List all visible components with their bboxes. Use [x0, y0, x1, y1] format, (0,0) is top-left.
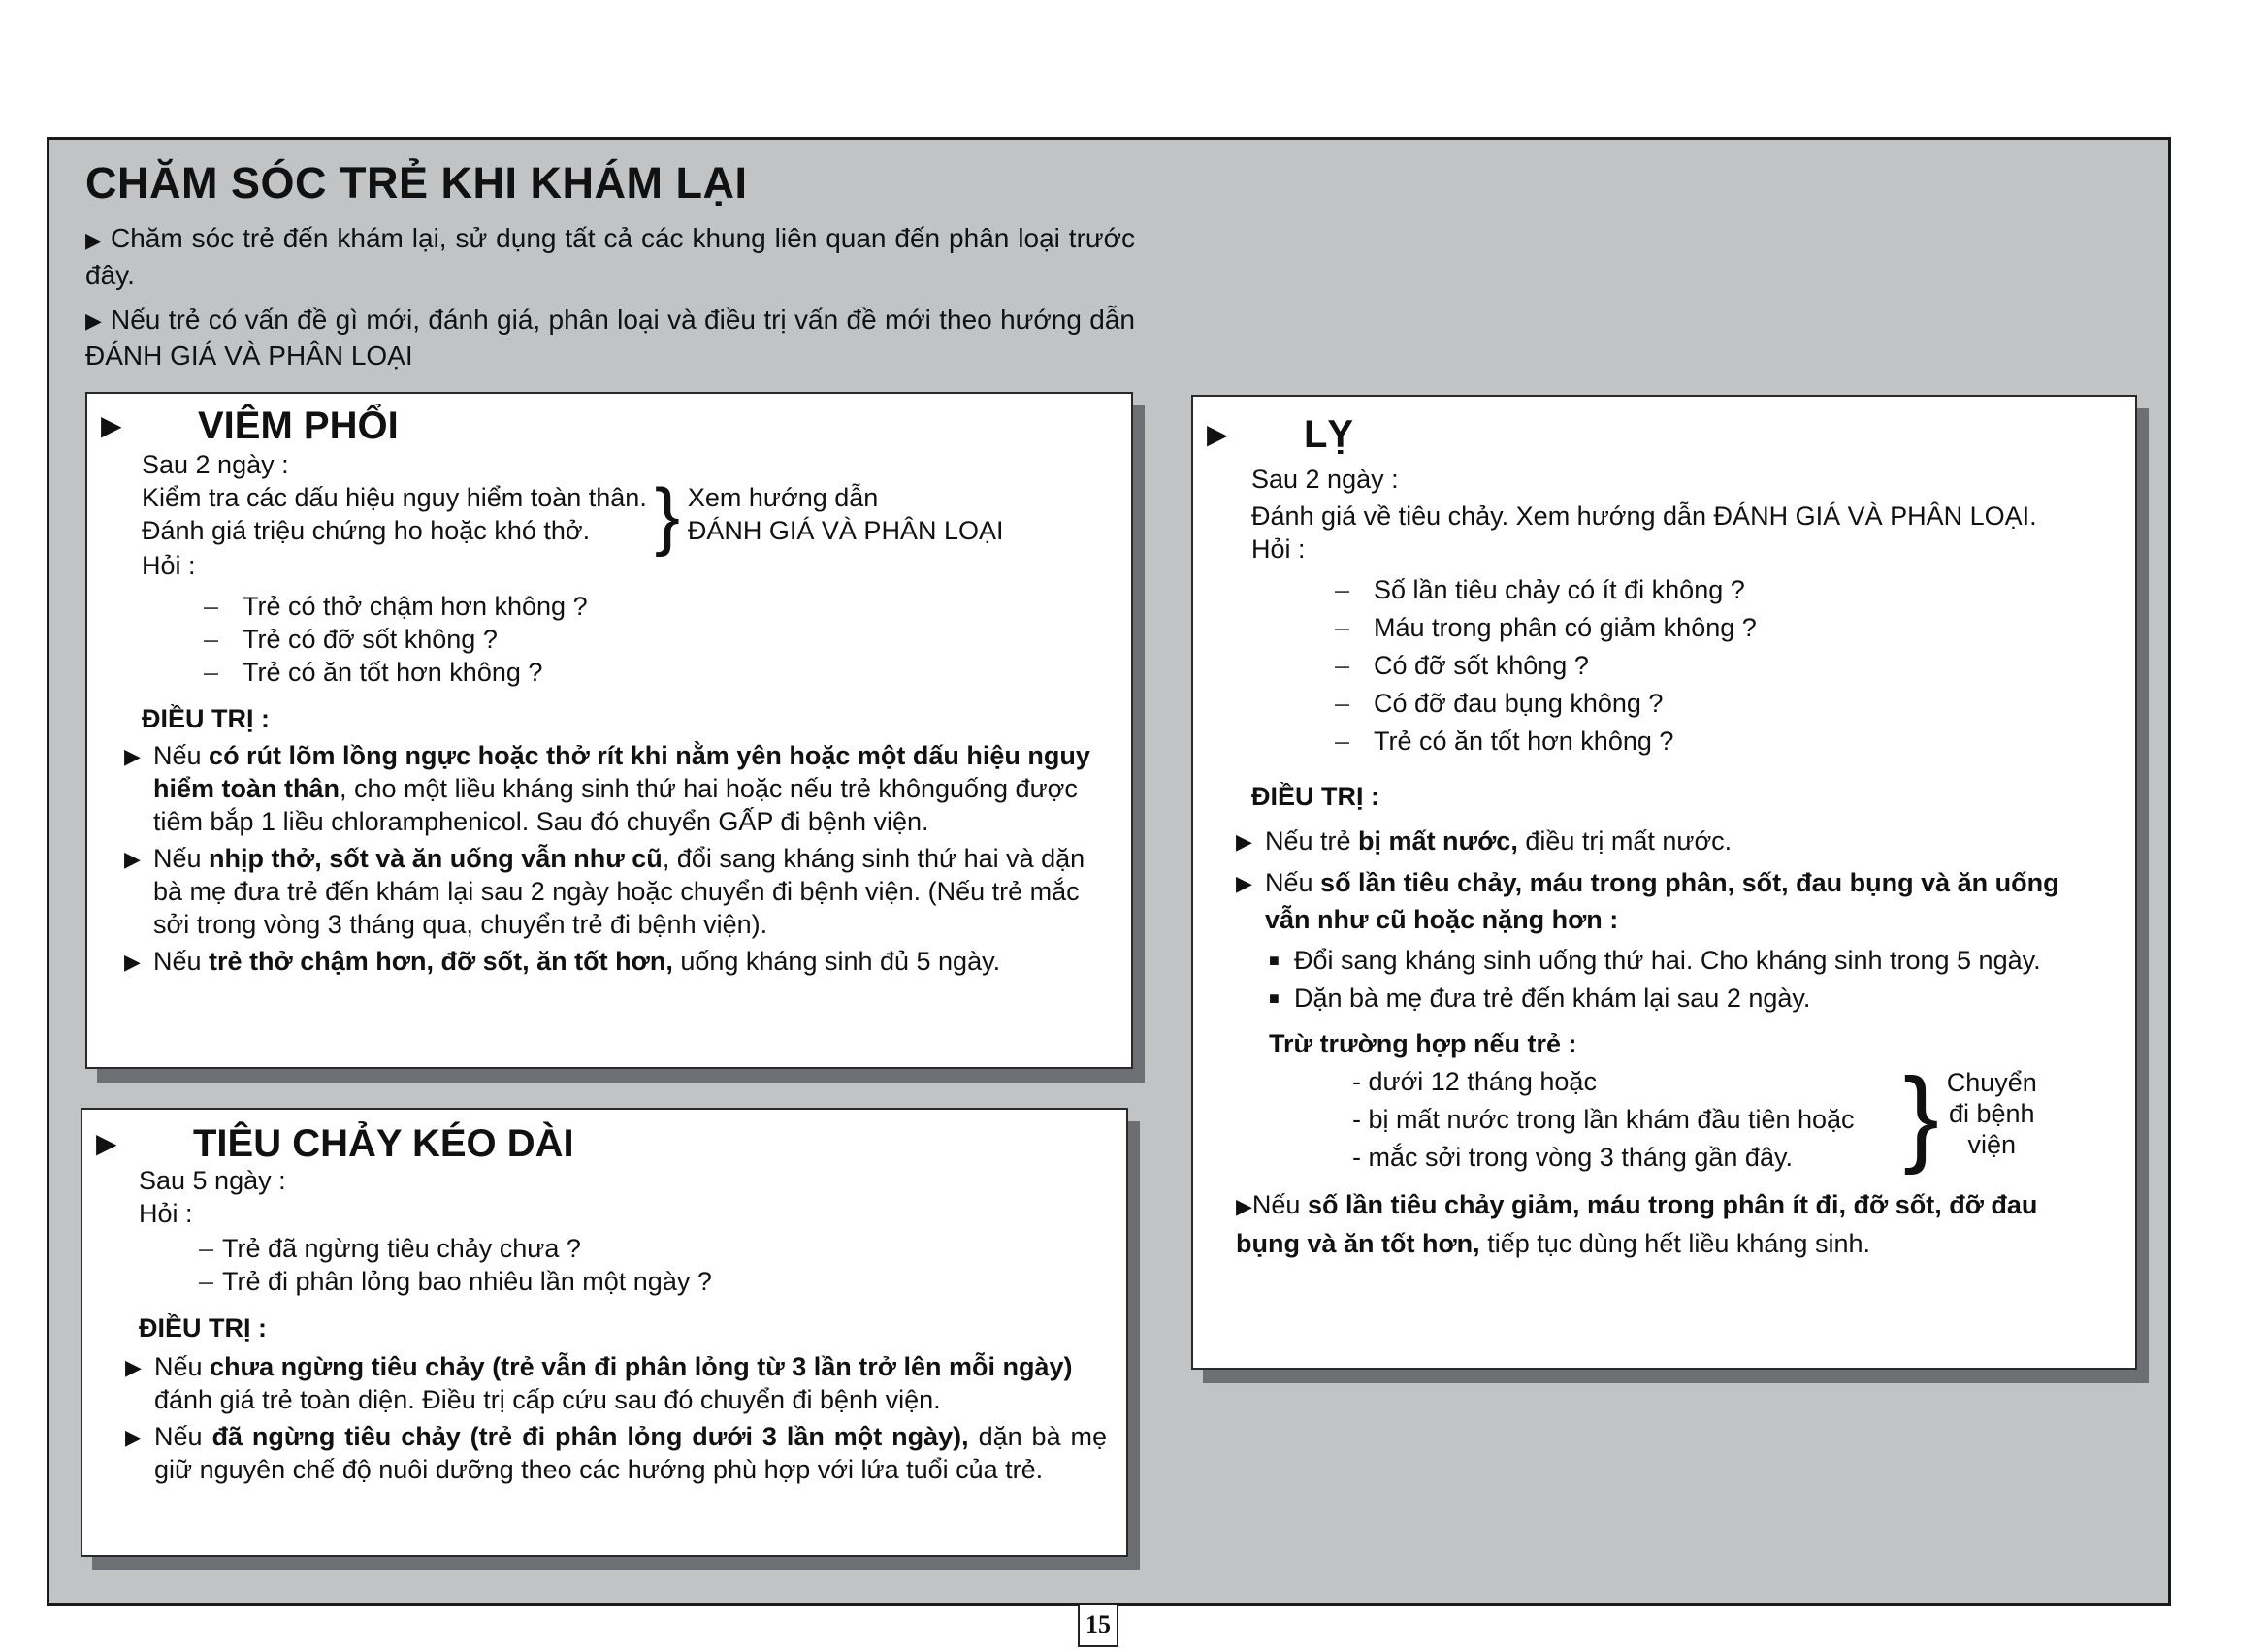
question-list — [139, 1232, 1107, 1298]
except-label: Trừ trường hợp nếu trẻ : — [1269, 1029, 1577, 1058]
triangle-bullet-icon: ▶ — [1236, 829, 1252, 854]
triangle-icon: ▶ — [101, 410, 122, 440]
triangle-bullet-icon: ▶ — [85, 227, 102, 252]
refer-text: đi bệnh — [1948, 1099, 2035, 1128]
list-item: – Trẻ có thở chậm hơn không ? — [204, 592, 588, 621]
square-bullet-icon: ■ — [1269, 988, 1280, 1008]
triangle-bullet-icon: ▶ — [125, 1355, 142, 1379]
list-item: ■ Đổi sang kháng sinh uống thứ hai. Cho kháng sinh trong 5 ngày. — [1269, 942, 2106, 980]
treatment-label: ĐIỀU TRỊ : — [139, 1313, 267, 1342]
see-text: Xem hướng dẫn — [687, 483, 879, 512]
persistent-heading: ▶ TIÊU CHẢY KÉO DÀI — [96, 1122, 574, 1165]
persistent-diarrhea-box — [81, 1108, 1128, 1557]
square-bullet-icon: ■ — [1269, 951, 1280, 970]
list-item: ▶ Nếu chưa ngừng tiêu chảy (trẻ vẫn đi phân lỏng từ 3 lần trở lên mỗi ngày) đánh giá trẻ toàn diện. Điều trị cấp cứu sau đó chuyển đi bệnh viện. — [125, 1352, 1073, 1414]
list-item: ▶Nếu số lần tiêu chảy giảm, máu trong phân ít đi, đỡ sốt, đỡ đau bụng và ăn tốt hơn, tiếp tục dùng hết liều kháng sinh. — [1236, 1190, 2038, 1258]
refer-text: Chuyển — [1946, 1068, 2037, 1097]
pneumonia-box — [85, 392, 1133, 1069]
after-text: Sau 2 ngày : — [142, 450, 289, 479]
refer-text: viện — [1967, 1130, 2017, 1159]
triangle-bullet-icon: ▶ — [124, 847, 141, 871]
triangle-icon: ▶ — [96, 1128, 117, 1158]
list-item: – Máu trong phân có giảm không ? — [1335, 613, 1757, 642]
list-item: ▶ Nếu đã ngừng tiêu chảy (trẻ đi phân lỏng dưới 3 lần một ngày), dặn bà mẹ giữ nguyên chế độ nuôi dưỡng theo các hướng phù hợp với lứa tuổi của trẻ. — [125, 1422, 1108, 1484]
triangle-bullet-icon: ▶ — [1236, 1194, 1252, 1218]
exception-group — [1207, 1056, 2106, 1177]
case-item: - bị mất nước trong lần khám đầu tiên hoặc — [1352, 1105, 1855, 1134]
check-text: Đánh giá triệu chứng ho hoặc khó thở. — [142, 516, 591, 545]
list-item: – Trẻ đi phân lỏng bao nhiêu lần một ngày ? — [199, 1267, 712, 1296]
list-item: – Trẻ có đỡ sốt không ? — [204, 625, 498, 654]
triangle-icon: ▶ — [1207, 419, 1228, 449]
brace-icon: } — [654, 472, 680, 558]
triangle-bullet-icon: ▶ — [124, 744, 141, 768]
intro-item: ▶ Chăm sóc trẻ đến khám lại, sử dụng tất cả các khung liên quan đến phân loại trước đây. — [85, 223, 1135, 290]
triangle-bullet-icon: ▶ — [125, 1425, 142, 1449]
treatment-label: ĐIỀU TRỊ : — [142, 704, 270, 733]
case-item: - mắc sởi trong vòng 3 tháng gần đây. — [1352, 1143, 1793, 1172]
case-item: - dưới 12 tháng hoặc — [1352, 1067, 1597, 1096]
pneumonia-heading: ▶ VIÊM PHỔI — [101, 404, 399, 447]
list-item: – Trẻ có ăn tốt hơn không ? — [204, 658, 543, 687]
intro-item: ▶ Nếu trẻ có vấn đề gì mới, đánh giá, phân loại và điều trị vấn đề mới theo hướng dẫn ĐÁNH GIÁ VÀ PHÂN LOẠI — [85, 304, 1135, 372]
list-item: ▶ Nếu trẻ bị mất nước, điều trị mất nước. — [1236, 823, 2106, 860]
list-item: – Số lần tiêu chảy có ít đi không ? — [1335, 575, 1745, 604]
list-item: – Trẻ đã ngừng tiêu chảy chưa ? — [199, 1234, 581, 1263]
brace-icon: } — [1903, 1056, 1939, 1176]
list-item: ▶ Nếu nhịp thở, sốt và ăn uống vẫn như cũ, đổi sang kháng sinh thứ hai và dặn bà mẹ đưa trẻ đến khám lại sau 2 ngày hoặc chuyển đi bệnh viện. (Nếu trẻ mắc sởi trong vòng 3 tháng qua, chuyển trẻ đi bệnh viện). — [124, 844, 1085, 939]
list-item: ▶ Nếu có rút lõm lồng ngực hoặc thở rít khi nằm yên hoặc một dấu hiệu nguy hiểm toàn thân, cho một liều kháng sinh thứ hai hoặc nếu trẻ khônguống được tiêm bắp 1 liều chloramphenicol. Sau đó chuyển GẤP đi bệnh viện. — [124, 741, 1090, 836]
triangle-bullet-icon: ▶ — [85, 308, 102, 334]
intro — [85, 221, 1135, 383]
treatment-label: ĐIỀU TRỊ : — [1251, 782, 1379, 811]
after-text: Sau 5 ngày : — [139, 1166, 286, 1195]
question-list — [1251, 571, 2106, 760]
check-text: Kiểm tra các dấu hiệu nguy hiểm toàn thân. — [142, 483, 647, 512]
list-item: – Có đỡ sốt không ? — [1335, 651, 1589, 680]
dysentery-box — [1191, 395, 2137, 1370]
dysentery-heading: ▶ LỴ — [1207, 413, 1354, 456]
list-item: ■ Dặn bà mẹ đưa trẻ đến khám lại sau 2 ngày. — [1269, 980, 2106, 1018]
list-item: – Có đỡ đau bụng không ? — [1335, 689, 1664, 718]
assessment-group — [142, 472, 1112, 558]
ask-label: Hỏi : — [142, 551, 196, 580]
question-list — [142, 590, 1112, 689]
ask-label: Hỏi : — [1251, 534, 1306, 564]
treatment-list — [96, 1350, 1107, 1486]
see-text: ĐÁNH GIÁ VÀ PHÂN LOẠI — [687, 516, 1004, 545]
after-text: Sau 2 ngày : — [1251, 465, 1399, 494]
triangle-bullet-icon: ▶ — [124, 950, 141, 974]
assess-text: Đánh giá về tiêu chảy. Xem hướng dẫn ĐÁNH GIÁ VÀ PHÂN LOẠI. — [1251, 501, 2037, 531]
list-item: ▶ Nếu số lần tiêu chảy, máu trong phân, sốt, đau bụng và ăn uống vẫn như cũ hoặc nặng hơn : — [1236, 864, 2106, 938]
page-number: 15 — [1078, 1605, 1118, 1647]
list-item: – Trẻ có ăn tốt hơn không ? — [1335, 727, 1674, 756]
list-item: ▶ Nếu trẻ thở chậm hơn, đỡ sốt, ăn tốt hơn, uống kháng sinh đủ 5 ngày. — [124, 945, 1112, 979]
treatment-list — [1207, 823, 2106, 938]
treatment-list — [101, 739, 1112, 979]
ask-label: Hỏi : — [139, 1199, 193, 1228]
triangle-bullet-icon: ▶ — [1236, 871, 1252, 895]
page-title: CHĂM SÓC TRẺ KHI KHÁM LẠI — [85, 158, 748, 208]
